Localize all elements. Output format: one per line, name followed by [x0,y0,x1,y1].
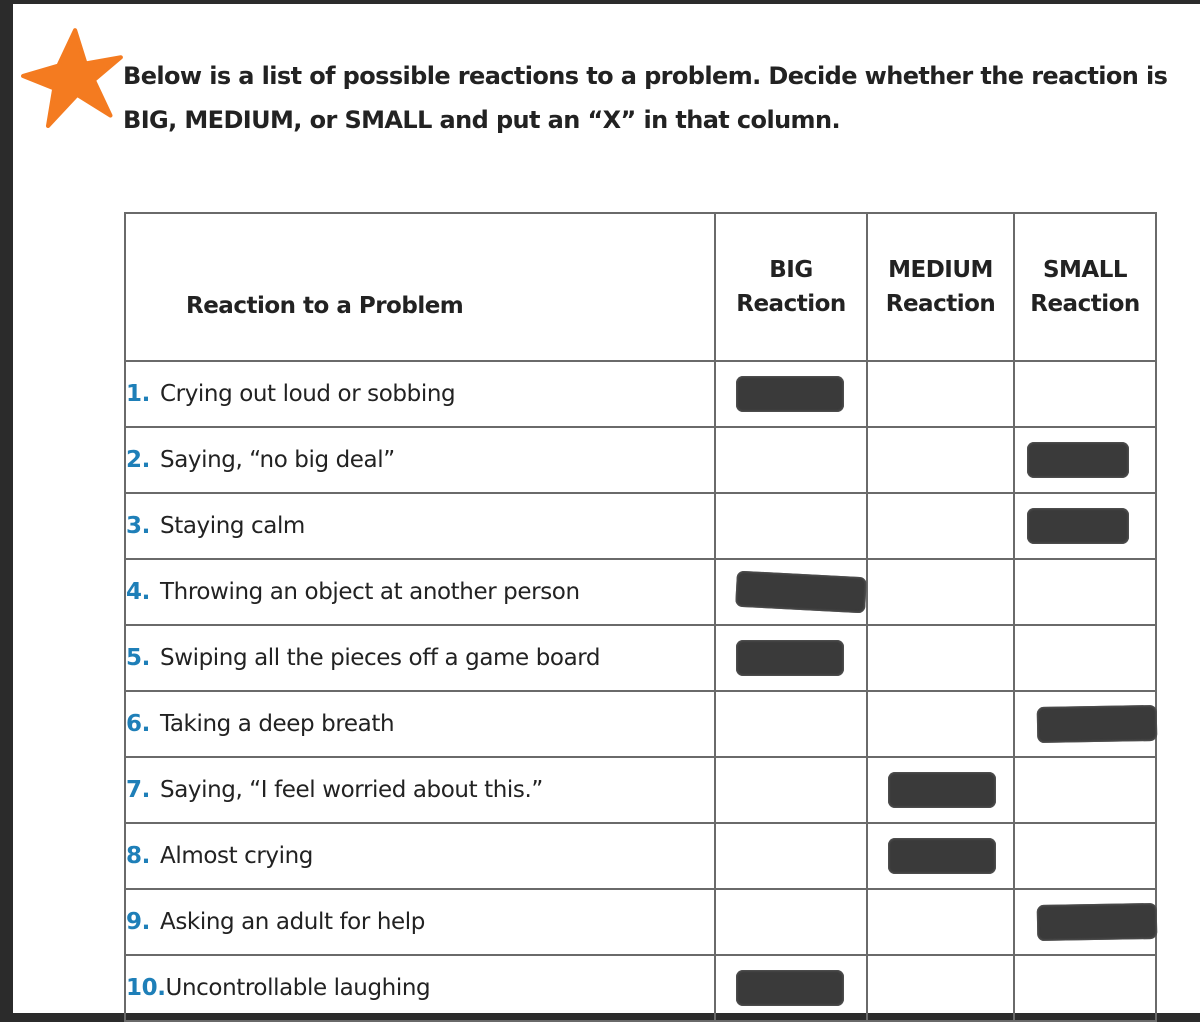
redaction-mark [736,640,844,676]
reaction-text: Swiping all the pieces off a game board [160,645,601,671]
redaction-mark [1027,442,1129,478]
reaction-text: Uncontrollable laughing [165,975,431,1001]
big-reaction-cell[interactable] [715,361,867,427]
medium-reaction-cell[interactable] [867,691,1014,757]
table-row [125,559,1156,625]
medium-reaction-cell[interactable] [867,823,1014,889]
redaction-mark [1037,705,1158,743]
header-big-line1: BIG [769,257,813,283]
redaction-mark [1037,903,1158,941]
medium-reaction-cell[interactable] [867,559,1014,625]
medium-reaction-cell[interactable] [867,625,1014,691]
redaction-mark [888,772,996,808]
table-row [125,427,1156,493]
small-reaction-cell[interactable] [1014,823,1156,889]
row-number: 9. [126,909,150,935]
header-reaction-label: Reaction to a Problem [186,293,464,319]
header-big-line2: Reaction [736,291,846,317]
medium-reaction-cell[interactable] [867,955,1014,1021]
small-reaction-cell[interactable] [1014,955,1156,1021]
row-number: 1. [126,381,150,407]
header-big [715,213,867,361]
table-row [125,757,1156,823]
medium-reaction-cell[interactable] [867,889,1014,955]
big-reaction-cell[interactable] [715,691,867,757]
small-reaction-cell[interactable] [1014,493,1156,559]
reaction-cell [125,625,715,691]
reaction-cell [125,361,715,427]
table-header-row [125,213,1156,361]
medium-reaction-cell[interactable] [867,427,1014,493]
small-reaction-cell[interactable] [1014,559,1156,625]
reaction-text: Throwing an object at another person [160,579,580,605]
small-reaction-cell[interactable] [1014,361,1156,427]
table-row [125,625,1156,691]
redaction-mark [736,376,844,412]
header-small-line1: SMALL [1042,257,1128,283]
reaction-cell [125,757,715,823]
reaction-text: Staying calm [160,513,305,539]
row-number: 4. [126,579,150,605]
header-reaction [125,213,715,361]
row-number: 5. [126,645,150,671]
big-reaction-cell[interactable] [715,625,867,691]
big-reaction-cell[interactable] [715,559,867,625]
reaction-text: Taking a deep breath [160,711,395,737]
table-row [125,361,1156,427]
redaction-mark [735,571,867,614]
reactions-table [124,212,1157,1022]
reaction-text: Crying out loud or sobbing [160,381,456,407]
reaction-text: Asking an adult for help [160,909,425,935]
instructions-text: Below is a list of possible reactions to a problem. Decide whether the reaction is BIG, MEDIUM, or SMALL and put an “X” in that column. [123,62,1168,134]
table-row [125,889,1156,955]
row-number: 8. [126,843,150,869]
big-reaction-cell[interactable] [715,427,867,493]
header-small [1014,213,1156,361]
table-row [125,955,1156,1021]
redaction-mark [1027,508,1129,544]
redaction-mark [736,970,844,1006]
reaction-cell [125,493,715,559]
header-medium [867,213,1014,361]
worksheet-page [13,4,1200,1013]
table-row [125,691,1156,757]
small-reaction-cell[interactable] [1014,427,1156,493]
reaction-cell [125,427,715,493]
reaction-text: Almost crying [160,843,313,869]
reaction-text: Saying, “I feel worried about this.” [160,777,543,803]
reaction-cell [125,889,715,955]
big-reaction-cell[interactable] [715,889,867,955]
reaction-cell [125,955,715,1021]
table-row [125,493,1156,559]
row-number: 6. [126,711,150,737]
row-number: 7. [126,777,150,803]
row-number: 10. [126,975,166,1001]
row-number: 3. [126,513,150,539]
big-reaction-cell[interactable] [715,493,867,559]
big-reaction-cell[interactable] [715,955,867,1021]
medium-reaction-cell[interactable] [867,757,1014,823]
big-reaction-cell[interactable] [715,823,867,889]
reaction-cell [125,823,715,889]
table-row [125,823,1156,889]
medium-reaction-cell[interactable] [867,361,1014,427]
header-medium-line1: MEDIUM [888,257,993,283]
medium-reaction-cell[interactable] [867,493,1014,559]
header-medium-line2: Reaction [885,291,996,317]
big-reaction-cell[interactable] [715,757,867,823]
small-reaction-cell[interactable] [1014,889,1156,955]
row-number: 2. [126,447,150,473]
reaction-cell [125,559,715,625]
star-icon [21,24,125,128]
reaction-cell [125,691,715,757]
small-reaction-cell[interactable] [1014,625,1156,691]
small-reaction-cell[interactable] [1014,691,1156,757]
reaction-text: Saying, “no big deal” [160,447,395,473]
header-small-line2: Reaction [1030,291,1140,317]
small-reaction-cell[interactable] [1014,757,1156,823]
redaction-mark [888,838,996,874]
